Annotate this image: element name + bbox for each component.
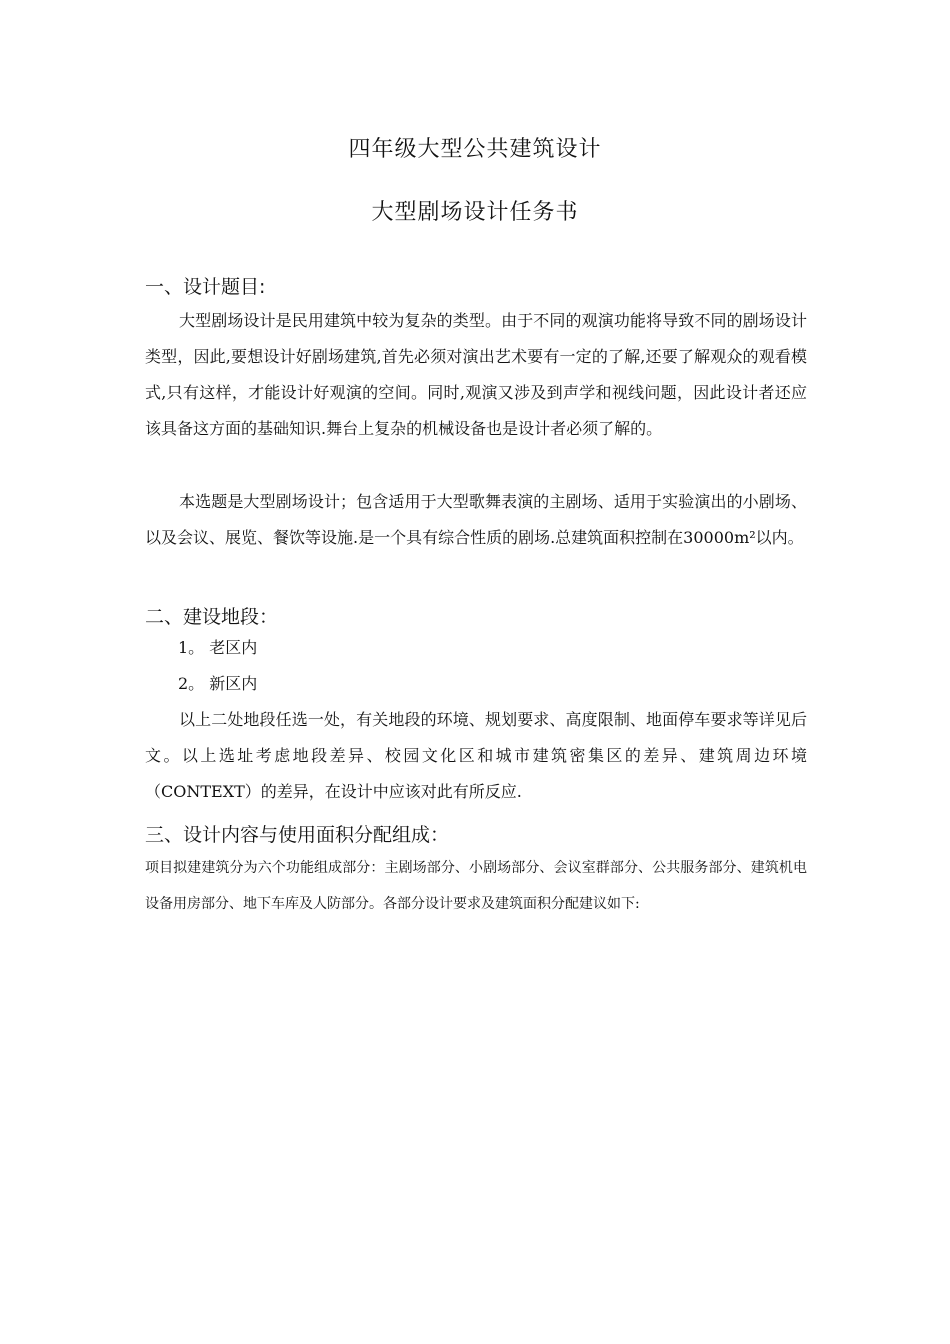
section-heading-design-content: 三、设计内容与使用面积分配组成： <box>145 824 450 846</box>
document-subtitle: 大型剧场设计任务书 <box>371 200 579 225</box>
section-heading-site: 二、建设地段： <box>145 606 279 628</box>
section-heading-design-topic: 一、设计题目: <box>145 276 266 298</box>
site-option-old-district: 1。 老区内 <box>178 638 258 657</box>
paragraph-theater-design-intro: 大型剧场设计是民用建筑中较为复杂的类型。由于不同的观演功能将导致不同的剧场设计类型，因此,要想设计好剧场建筑,首先必须对演出艺术要有一定的了解,还要了解观众的观看模式,只有这样，才能设计好观演的空间。同时,观演又涉及到声学和视线问题，因此设计者还应该具备这方面的基础知识.舞台上复杂的机械设备也是设计者必须了解的。 <box>145 311 807 438</box>
paragraph-topic-scope: 本选题是大型剧场设计；包含适用于大型歌舞表演的主剧场、适用于实验演出的小剧场、以及会议、展览、餐饮等设施.是一个具有综合性质的剧场.总建筑面积控制在30000m²以内。 <box>145 492 807 547</box>
site-option-new-district: 2。 新区内 <box>178 674 258 693</box>
paragraph-functional-components: 项目拟建建筑分为六个功能组成部分：主剧场部分、小剧场部分、会议室群部分、公共服务部分、建筑机电设备用房部分、地下车库及人防部分。各部分设计要求及建筑面积分配建议如下: <box>145 860 807 912</box>
paragraph-site-notes: 以上二处地段任选一处，有关地段的环境、规划要求、高度限制、地面停车要求等详见后文。以上选址考虑地段差异、校园文化区和城市建筑密集区的差异、建筑周边环境（CONTEXT）的差异，在设计中应该对此有所反应. <box>145 710 807 801</box>
document-title: 四年级大型公共建筑设计 <box>348 137 602 162</box>
